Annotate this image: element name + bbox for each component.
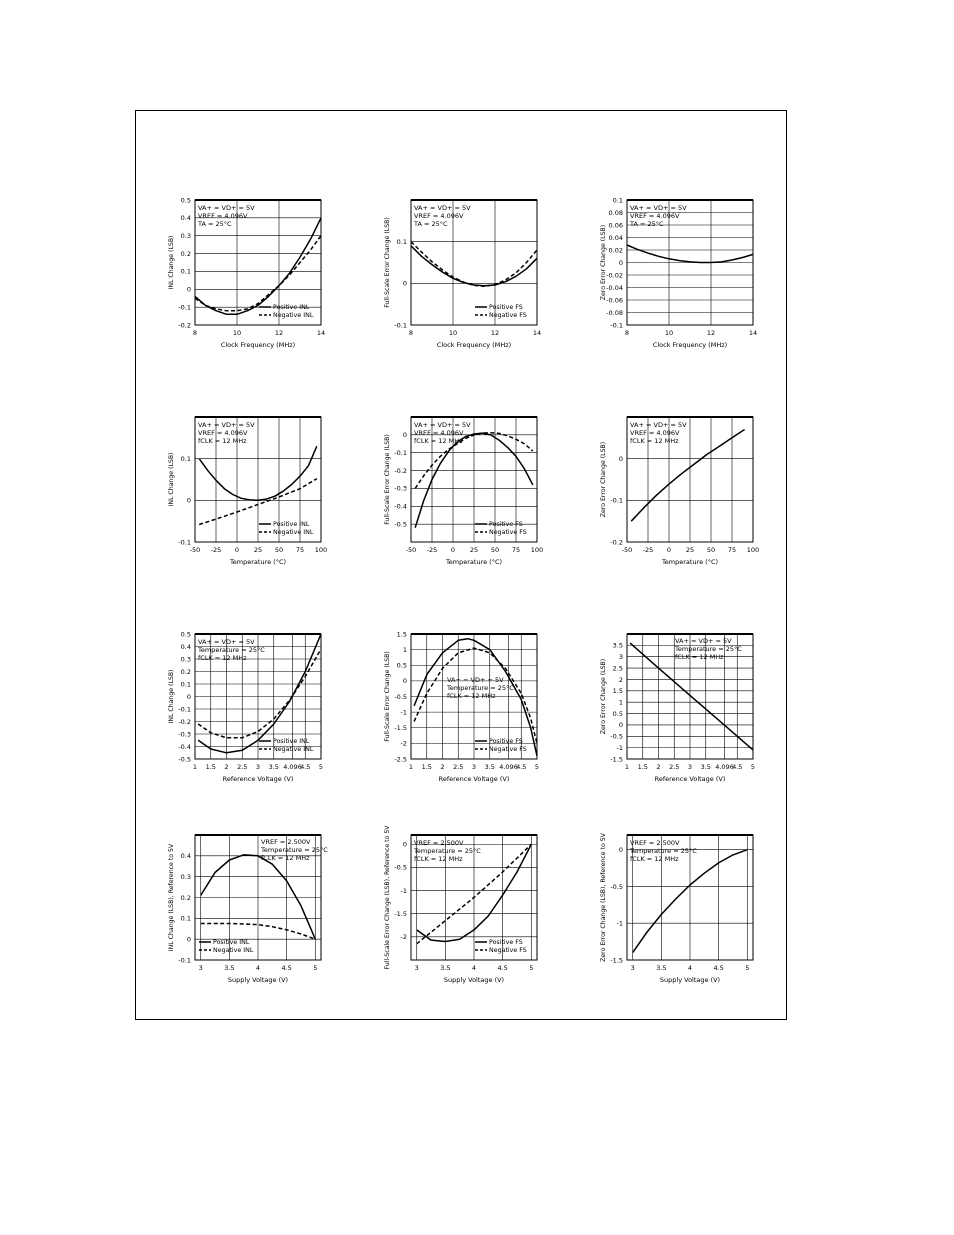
chart-12 (600, 832, 753, 984)
condition-text: VA+ = VD+ = 5V (198, 638, 255, 646)
x-tick-label: 2.5 (453, 763, 464, 771)
series-line (411, 242, 537, 287)
y-tick-label: 0 (402, 431, 407, 440)
x-tick-label: 1 (624, 763, 630, 771)
y-tick-label: -0.1 (178, 303, 191, 312)
y-tick-label: 0 (402, 279, 407, 288)
x-tick-label: 25 (469, 546, 479, 554)
condition-text: fCLK = 12 MHz (675, 653, 724, 661)
legend-label: Negative FS (489, 529, 527, 536)
x-tick-label: -50 (189, 546, 201, 554)
legend-label: Negative INL (273, 746, 314, 753)
condition-text: VREF = 2.500V (261, 838, 311, 846)
y-tick-label: 0.3 (180, 655, 191, 664)
series-line (411, 246, 537, 286)
legend-label: Negative INL (273, 312, 314, 319)
x-tick-label: 75 (295, 546, 305, 554)
y-tick-label: -0.5 (610, 882, 623, 891)
condition-text: VA+ = VD+ = 5V (198, 204, 255, 212)
condition-text: fCLK = 12 MHz (414, 437, 463, 445)
y-tick-label: -1.5 (394, 910, 407, 919)
x-tick-label: 3.5 (268, 763, 279, 771)
y-tick-label: -1.5 (610, 956, 623, 965)
x-tick-label: 3.5 (224, 964, 235, 972)
x-tick-label: -25 (426, 546, 438, 554)
x-tick-label: 4 (255, 964, 261, 972)
legend-label: Negative FS (489, 746, 527, 753)
x-axis-label: Temperature (°C) (229, 558, 287, 566)
x-tick-label: 4.5 (516, 763, 527, 771)
y-axis-label: Zero Error Change (LSB), Reference to 5V (600, 833, 607, 962)
x-tick-label: 0 (450, 546, 456, 554)
y-tick-label: 0.04 (608, 233, 623, 242)
x-axis-label: Supply Voltage (V) (443, 976, 505, 984)
y-axis-label: Zero Error Change (LSB) (600, 658, 607, 735)
condition-text: VREF = 2.500V (414, 839, 464, 847)
y-tick-label: 2 (618, 675, 623, 684)
y-tick-label: -0.2 (610, 538, 623, 547)
x-tick-label: 1.5 (421, 763, 432, 771)
condition-text: fCLK = 12 MHz (414, 855, 463, 863)
y-axis-label: Full-Scale Error Change (LSB) (384, 217, 391, 308)
x-axis-label: Clock Frequency (MHz) (436, 341, 512, 349)
x-tick-label: 12 (490, 329, 500, 337)
chart-7 (168, 630, 323, 783)
x-tick-label: 1.5 (205, 763, 216, 771)
x-axis-label: Reference Voltage (V) (654, 775, 726, 783)
y-tick-label: 0 (186, 935, 191, 944)
x-tick-label: 4.096 (283, 763, 302, 771)
x-tick-label: 14 (532, 329, 542, 337)
legend-label: Positive FS (489, 521, 523, 528)
y-tick-label: -2.5 (394, 755, 407, 764)
condition-text: Temperature = 25°C (414, 847, 481, 855)
x-tick-label: 3.5 (656, 964, 667, 972)
condition-text: VA+ = VD+ = 5V (414, 421, 471, 429)
x-tick-label: 75 (727, 546, 737, 554)
x-tick-label: 0 (666, 546, 672, 554)
x-axis-label: Temperature (°C) (661, 558, 719, 566)
x-axis-label: Supply Voltage (V) (227, 976, 289, 984)
y-axis-label: INL Change (LSB), Reference to 5V (168, 843, 175, 952)
x-tick-label: 25 (253, 546, 263, 554)
x-tick-label: -50 (405, 546, 417, 554)
x-tick-label: 4.5 (732, 763, 743, 771)
y-tick-label: -0.08 (606, 308, 623, 317)
condition-text: TA = 25°C (630, 220, 664, 228)
y-tick-label: -1 (400, 708, 407, 717)
x-tick-label: 5 (534, 763, 540, 771)
x-tick-label: 3 (255, 763, 261, 771)
x-tick-label: -50 (621, 546, 633, 554)
x-tick-label: 4.5 (300, 763, 311, 771)
series-line (195, 218, 321, 314)
x-tick-label: 4 (471, 964, 477, 972)
x-tick-label: 8 (408, 329, 414, 337)
condition-text: VREF = 4.096V (198, 212, 248, 220)
x-axis-label: Clock Frequency (MHz) (220, 341, 296, 349)
y-tick-label: -2 (400, 933, 407, 942)
y-tick-label: -0.3 (178, 730, 191, 739)
y-tick-label: 0 (186, 285, 191, 294)
x-axis-label: Reference Voltage (V) (438, 775, 510, 783)
y-tick-label: -0.5 (610, 732, 623, 741)
x-tick-label: 100 (530, 546, 544, 554)
y-tick-label: 0.02 (608, 246, 623, 255)
x-tick-label: 3.5 (484, 763, 495, 771)
y-tick-label: 0.08 (608, 208, 623, 217)
x-tick-label: 4.5 (497, 964, 508, 972)
condition-text: VA+ = VD+ = 5V (414, 204, 471, 212)
x-tick-label: 10 (232, 329, 242, 337)
condition-text: VREF = 4.096V (630, 212, 680, 220)
legend-label: Positive INL (273, 304, 310, 311)
series-line (627, 245, 753, 263)
y-tick-label: -0.2 (178, 717, 191, 726)
legend-label: Positive INL (213, 939, 250, 946)
y-tick-label: -1 (616, 919, 623, 928)
y-tick-label: 0.5 (180, 196, 191, 205)
y-tick-label: -0.5 (394, 692, 407, 701)
y-tick-label: -0.06 (606, 296, 623, 305)
y-tick-label: 0.1 (612, 196, 623, 205)
x-tick-label: -25 (210, 546, 222, 554)
x-tick-label: 5 (313, 964, 318, 972)
y-tick-label: 0.4 (180, 852, 191, 861)
x-tick-label: 3.5 (440, 964, 451, 972)
y-tick-label: -0.5 (394, 863, 407, 872)
y-axis-label: INL Change (LSB) (168, 669, 175, 724)
x-tick-label: -25 (642, 546, 654, 554)
y-tick-label: -0.1 (178, 956, 191, 965)
x-tick-label: 5 (318, 763, 324, 771)
y-tick-label: 0.4 (180, 642, 191, 651)
x-tick-label: 8 (624, 329, 630, 337)
x-axis-label: Clock Frequency (MHz) (652, 341, 728, 349)
chart-2 (384, 200, 541, 349)
x-tick-label: 0 (234, 546, 240, 554)
x-tick-label: 1 (192, 763, 198, 771)
condition-text: fCLK = 12 MHz (630, 855, 679, 863)
y-tick-label: -0.5 (178, 755, 191, 764)
y-tick-label: -2 (400, 739, 407, 748)
y-axis-label: INL Change (LSB) (168, 452, 175, 507)
x-tick-label: 3 (630, 964, 635, 972)
condition-text: VA+ = VD+ = 5V (198, 421, 255, 429)
y-tick-label: 0 (618, 454, 623, 463)
x-tick-label: 3 (198, 964, 203, 972)
x-axis-label: Reference Voltage (V) (222, 775, 294, 783)
legend-label: Positive FS (489, 939, 523, 946)
condition-text: VREF = 4.096V (414, 429, 464, 437)
legend-label: Negative FS (489, 312, 527, 319)
condition-text: Temperature = 25°C (198, 646, 265, 654)
y-tick-label: 0 (402, 677, 407, 686)
y-tick-label: -0.1 (178, 538, 191, 547)
legend-label: Negative INL (273, 529, 314, 536)
y-tick-label: 2.5 (612, 664, 623, 673)
x-tick-label: 3 (471, 763, 477, 771)
y-tick-label: 3.5 (612, 641, 623, 650)
condition-text: Temperature = 25°C (261, 846, 328, 854)
x-tick-label: 2 (440, 763, 445, 771)
y-tick-label: 0 (186, 496, 191, 505)
y-tick-label: 1.5 (612, 687, 623, 696)
y-tick-label: 0.5 (396, 661, 407, 670)
x-tick-label: 10 (664, 329, 674, 337)
series-line (198, 649, 321, 738)
y-tick-label: 0.5 (180, 630, 191, 639)
x-tick-label: 2 (656, 763, 661, 771)
x-tick-label: 3.5 (700, 763, 711, 771)
condition-text: VA+ = VD+ = 5V (630, 421, 687, 429)
x-tick-label: 3 (414, 964, 419, 972)
y-tick-label: 0.1 (180, 680, 191, 689)
condition-text: Temperature = 25°C (447, 684, 514, 692)
chart-3 (600, 196, 757, 349)
legend-label: Negative FS (489, 947, 527, 954)
y-tick-label: -0.4 (178, 742, 191, 751)
condition-text: fCLK = 12 MHz (198, 437, 247, 445)
chart-9 (600, 634, 755, 783)
y-tick-label: -0.04 (606, 283, 623, 292)
chart-10 (168, 835, 328, 984)
x-tick-label: 25 (685, 546, 695, 554)
y-tick-label: 0 (186, 692, 191, 701)
x-tick-label: 75 (511, 546, 521, 554)
condition-text: fCLK = 12 MHz (198, 654, 247, 662)
y-tick-label: 0.4 (180, 214, 191, 223)
y-tick-label: 0.2 (180, 893, 191, 902)
x-tick-label: 14 (316, 329, 326, 337)
legend-label: Positive INL (273, 738, 310, 745)
legend-label: Positive FS (489, 304, 523, 311)
y-tick-label: 0 (618, 846, 623, 855)
y-axis-label: Zero Error Change (LSB) (600, 441, 607, 518)
x-tick-label: 4.096 (715, 763, 734, 771)
y-tick-label: -1.5 (610, 755, 623, 764)
y-tick-label: 0.1 (180, 914, 191, 923)
y-tick-label: 0.3 (180, 232, 191, 241)
condition-text: TA = 25°C (414, 220, 448, 228)
y-tick-label: -0.2 (178, 321, 191, 330)
y-tick-label: 1 (618, 698, 623, 707)
chart-11 (384, 825, 537, 984)
condition-text: Temperature = 25°C (675, 645, 742, 653)
x-tick-label: 4.096 (499, 763, 518, 771)
condition-text: TA = 25°C (198, 220, 232, 228)
condition-text: VREF = 4.096V (198, 429, 248, 437)
y-tick-label: 0.5 (612, 709, 623, 718)
condition-text: fCLK = 12 MHz (261, 854, 310, 862)
y-tick-label: -1 (616, 743, 623, 752)
y-axis-label: Full-Scale Error Change (LSB), Reference to 5V (384, 825, 391, 970)
y-tick-label: -0.02 (606, 271, 623, 280)
y-tick-label: 0.1 (180, 267, 191, 276)
y-tick-label: 1.5 (396, 630, 407, 639)
y-tick-label: 0 (402, 840, 407, 849)
y-tick-label: -0.4 (394, 502, 407, 511)
x-axis-label: Supply Voltage (V) (659, 976, 721, 984)
y-tick-label: -0.3 (394, 484, 407, 493)
series-line (195, 236, 321, 311)
chart-5 (384, 417, 543, 566)
legend-label: Positive FS (489, 738, 523, 745)
chart-1 (168, 196, 325, 349)
x-tick-label: 2.5 (237, 763, 248, 771)
condition-text: VA+ = VD+ = 5V (675, 637, 732, 645)
x-tick-label: 50 (274, 546, 284, 554)
y-tick-label: 0.3 (180, 872, 191, 881)
y-tick-label: -0.1 (610, 321, 623, 330)
y-axis-label: Full-Scale Error Change (LSB) (384, 434, 391, 525)
condition-text: Temperature = 25°C (630, 847, 697, 855)
y-tick-label: -1 (400, 886, 407, 895)
condition-text: VREF = 4.096V (414, 212, 464, 220)
x-tick-label: 5 (750, 763, 756, 771)
condition-text: fCLK = 12 MHz (447, 692, 496, 700)
condition-text: fCLK = 12 MHz (630, 437, 679, 445)
x-tick-label: 100 (314, 546, 328, 554)
y-tick-label: 3 (618, 653, 623, 662)
chart-8 (384, 630, 539, 783)
x-tick-label: 2.5 (669, 763, 680, 771)
condition-text: VA+ = VD+ = 5V (630, 204, 687, 212)
y-axis-label: Full-Scale Error Change (LSB) (384, 651, 391, 742)
x-tick-label: 12 (706, 329, 716, 337)
y-tick-label: 0.2 (180, 249, 191, 258)
y-tick-label: 0 (618, 258, 623, 267)
condition-text: VA+ = VD+ = 5V (447, 676, 504, 684)
x-tick-label: 14 (748, 329, 758, 337)
x-tick-label: 50 (490, 546, 500, 554)
y-tick-label: 0.1 (180, 454, 191, 463)
y-tick-label: -0.2 (394, 466, 407, 475)
y-tick-label: -0.1 (394, 321, 407, 330)
y-tick-label: -0.1 (178, 705, 191, 714)
condition-text: VREF = 2.500V (630, 839, 680, 847)
x-tick-label: 4 (687, 964, 693, 972)
chart-6 (600, 417, 759, 566)
x-tick-label: 5 (529, 964, 534, 972)
x-tick-label: 4.5 (281, 964, 292, 972)
x-tick-label: 2 (224, 763, 229, 771)
y-tick-label: 0.06 (608, 221, 623, 230)
x-tick-label: 10 (448, 329, 458, 337)
y-tick-label: -0.1 (394, 449, 407, 458)
x-tick-label: 100 (746, 546, 760, 554)
y-tick-label: -0.5 (394, 520, 407, 529)
y-tick-label: 0.1 (396, 237, 407, 246)
y-axis-label: Zero Error Change (LSB) (600, 224, 607, 301)
condition-text: VREF = 4.096V (630, 429, 680, 437)
x-axis-label: Temperature (°C) (445, 558, 503, 566)
x-tick-label: 12 (274, 329, 284, 337)
chart-4 (168, 417, 327, 566)
x-tick-label: 5 (745, 964, 750, 972)
y-tick-label: 0 (618, 721, 623, 730)
legend-label: Positive INL (273, 521, 310, 528)
y-axis-label: INL Change (LSB) (168, 235, 175, 290)
x-tick-label: 4.5 (713, 964, 724, 972)
x-tick-label: 50 (706, 546, 716, 554)
x-tick-label: 1 (408, 763, 414, 771)
x-tick-label: 1.5 (637, 763, 648, 771)
legend-label: Negative INL (213, 947, 254, 954)
y-tick-label: -1.5 (394, 724, 407, 733)
y-tick-label: 0.2 (180, 667, 191, 676)
y-tick-label: -0.1 (610, 496, 623, 505)
y-tick-label: 1 (402, 645, 407, 654)
x-tick-label: 8 (192, 329, 198, 337)
x-tick-label: 3 (687, 763, 693, 771)
